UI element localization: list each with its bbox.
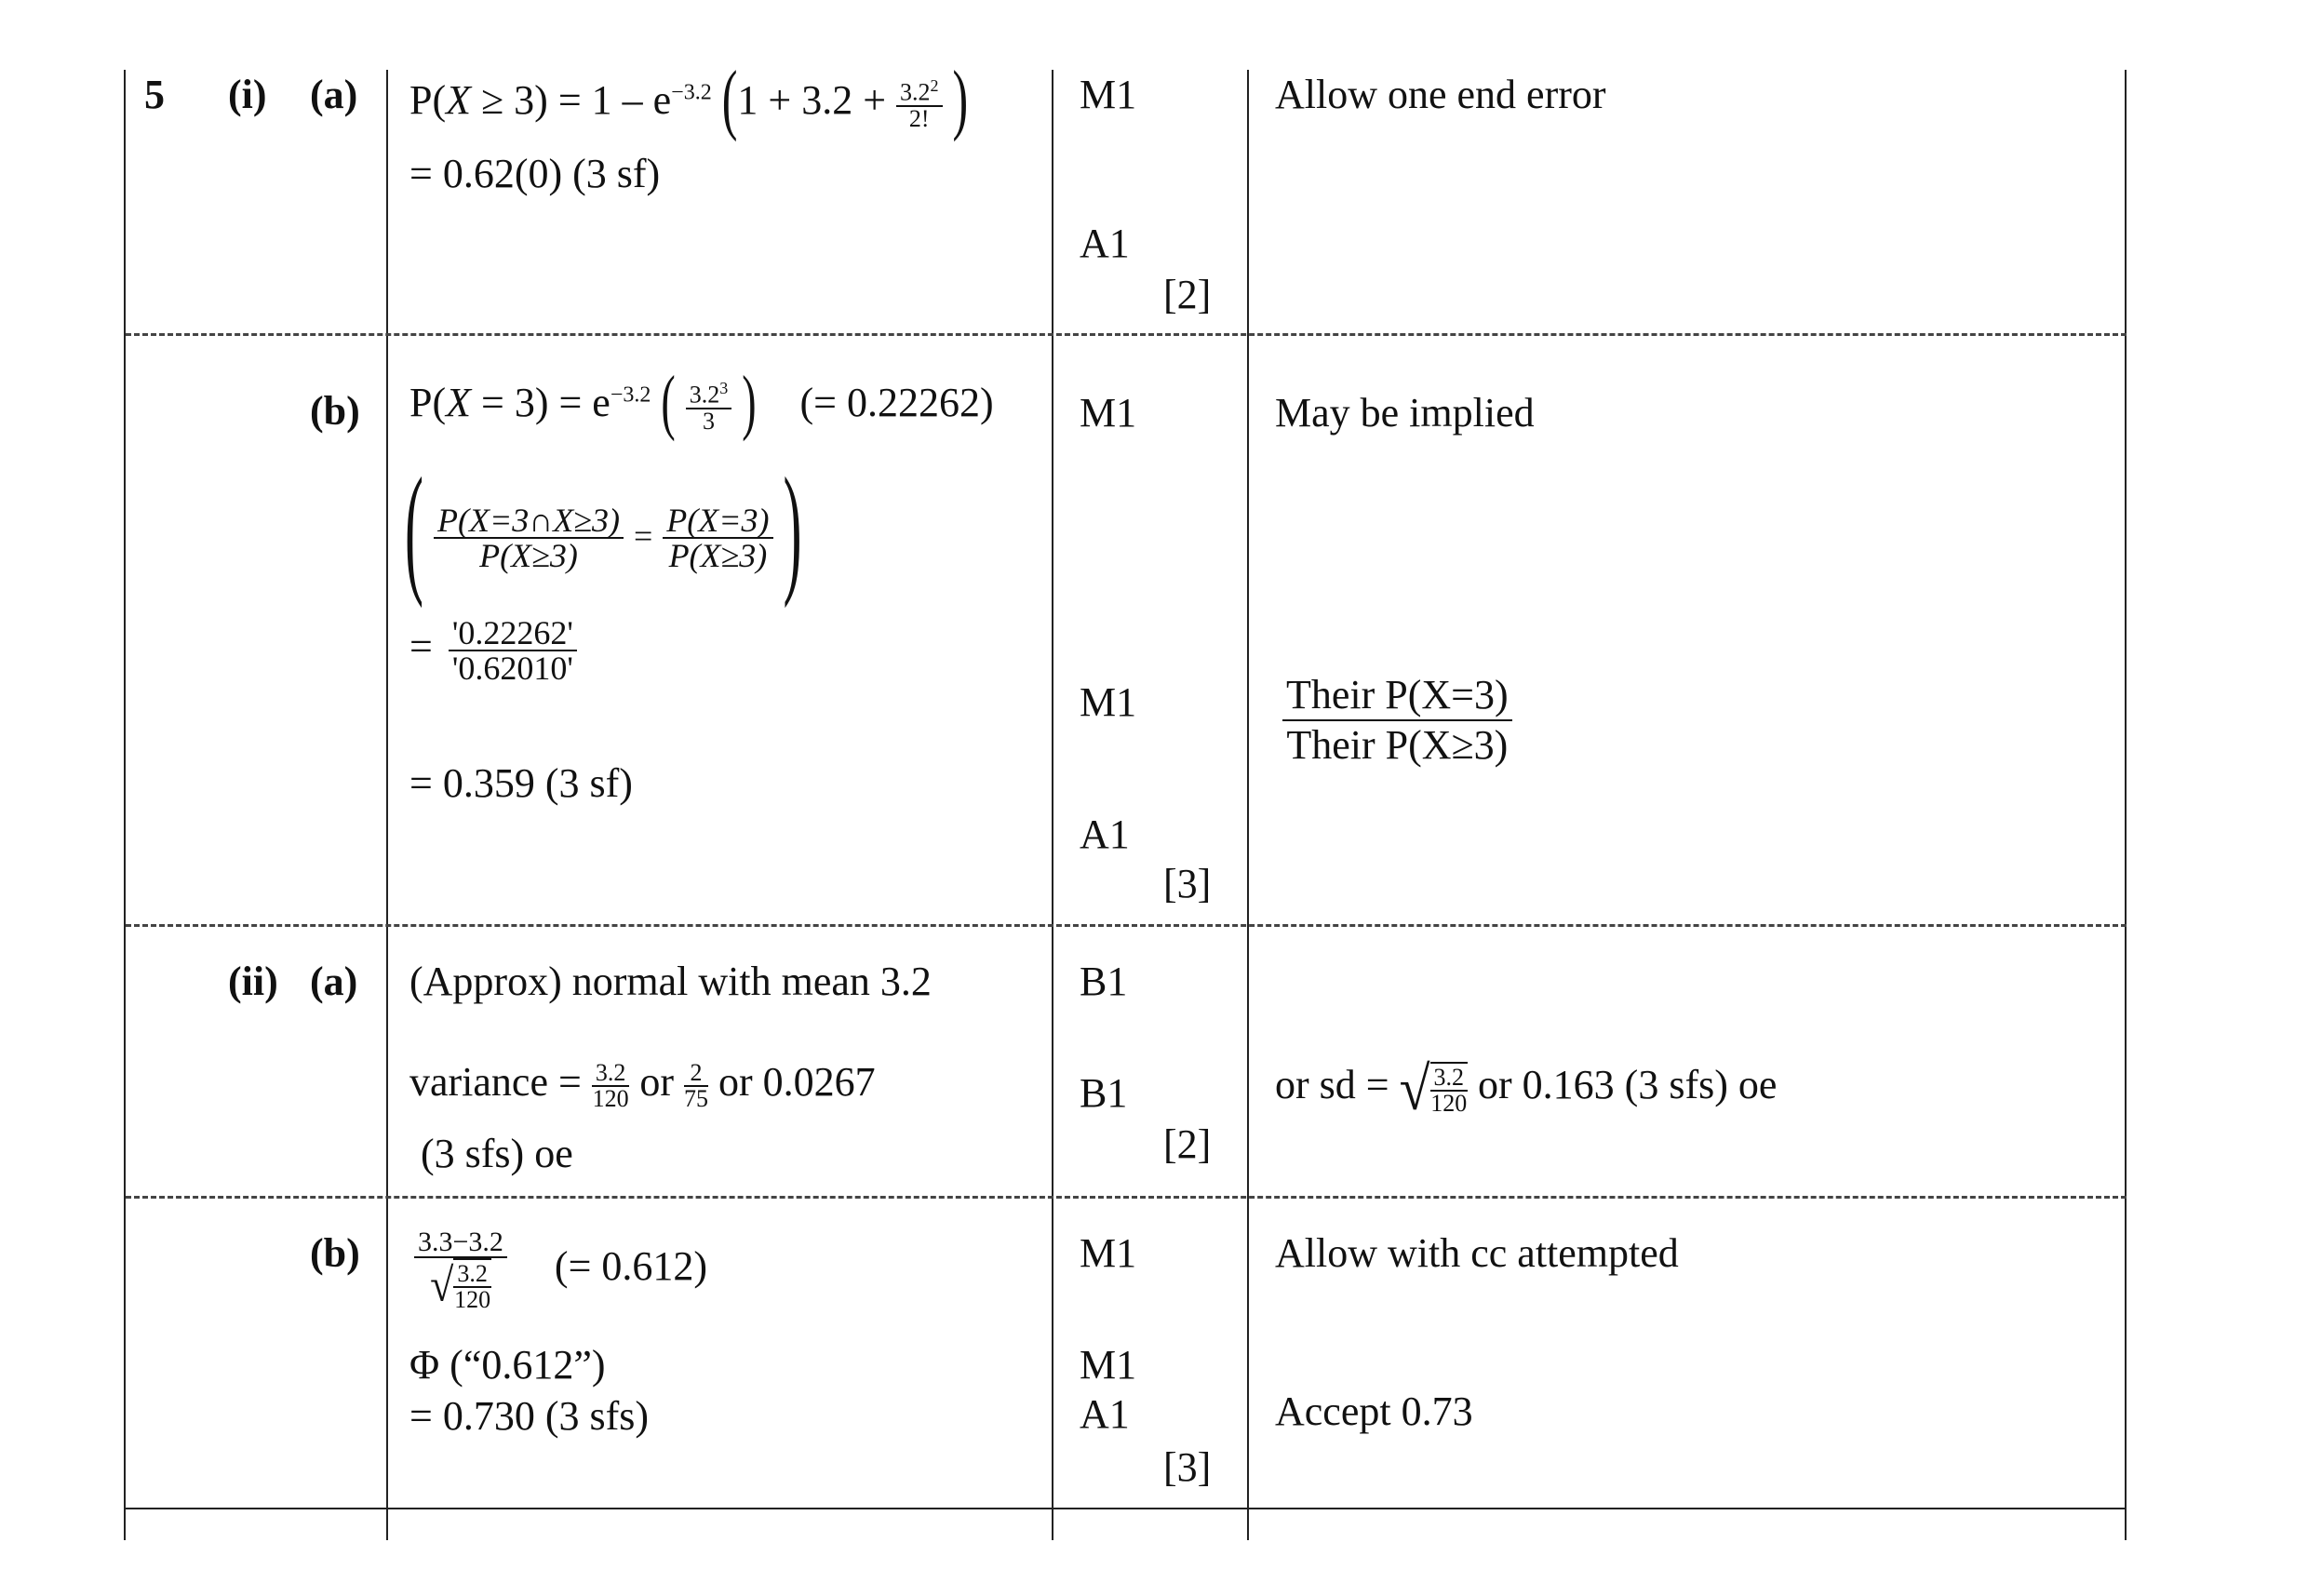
row-divider-1 <box>126 333 2127 336</box>
guidance-fraction: $\frac{\text{Their P(X=3)}}{\text{Their P(X≥3)}}$ <box>1282 675 1512 766</box>
mark-m1: M1 <box>1080 72 1137 117</box>
fraction: $\frac{'0.22262'}{'0.62010'}$ <box>449 616 577 685</box>
fraction: $\frac{2}{75}$ <box>683 1059 708 1112</box>
mark-a1: A1 <box>1080 221 1130 266</box>
row-divider-2 <box>126 924 2127 927</box>
subpart-label-a: (a) <box>310 959 358 1004</box>
table-border-left <box>124 70 126 1540</box>
result-line: = 0.62(0) (3 sf) <box>409 151 661 196</box>
z-score-expression: 3.3−3.2 √ $\frac{3.2}{120}$ (= 0.612) <box>414 1228 707 1312</box>
mark-m1: M1 <box>1080 679 1137 725</box>
fraction: $\frac{P(X=3\cap X\ge 3)}{P(X\ge 3)}$ <box>434 503 624 572</box>
mark-m1: M1 <box>1080 390 1137 436</box>
column-divider-2 <box>1052 70 1053 1540</box>
fraction: $\frac{3.2^3}{3}$ <box>686 380 732 434</box>
column-divider-3 <box>1247 70 1249 1540</box>
mark-b1: B1 <box>1080 1070 1128 1116</box>
probability-expression: $P(X = 3) = e^{-3.2}$ ( $\frac{3.2^3}{3}$ ) (= 0.22262) <box>409 360 994 442</box>
mark-total: [2] <box>1163 1121 1212 1167</box>
variance-note: (3 sfs) oe <box>421 1131 573 1176</box>
square-root: √ $\frac{3.2}{120}$ <box>1399 1054 1468 1123</box>
table-bottom-border <box>126 1508 2127 1509</box>
guidance-text: Allow with cc attempted <box>1275 1230 1679 1276</box>
mark-total: [3] <box>1163 861 1212 906</box>
result-line: = 0.730 (3 sfs) <box>409 1393 650 1439</box>
variance-expression: variance = $\frac{3.2}{120}$ or $\frac{2}{75}$ or 0.0267 <box>409 1059 876 1112</box>
result-line: = 0.359 (3 sf) <box>409 760 633 806</box>
guidance-text: May be implied <box>1275 390 1535 436</box>
subpart-label-b: (b) <box>310 388 360 434</box>
mark-a1: A1 <box>1080 811 1130 857</box>
guidance-expression: or sd = √ $\frac{3.2}{120}$ or 0.163 (3 sfs) oe <box>1275 1054 1778 1123</box>
question-number: 5 <box>144 72 165 117</box>
subpart-label-a: (a) <box>310 72 358 117</box>
mark-b1: B1 <box>1080 959 1128 1004</box>
mark-total: [3] <box>1163 1444 1212 1490</box>
column-divider-1 <box>386 70 388 1540</box>
table-border-right <box>2125 70 2127 1540</box>
fraction: $\frac{3.2^2}{2!}$ <box>896 77 943 131</box>
subpart-label-b: (b) <box>310 1230 360 1276</box>
guidance-text: Accept 0.73 <box>1275 1388 1473 1434</box>
phi-expression: Φ (“0.612”) <box>409 1342 606 1388</box>
fraction: 3.3−3.2 √ $\frac{3.2}{120}$ <box>414 1228 507 1312</box>
fraction: $\frac{P(X=3)}{P(X\ge 3)}$ <box>663 503 772 572</box>
part-label-ii: (ii) <box>228 959 278 1004</box>
ratio-expression: = $\frac{'0.22262'}{'0.62010'}$ <box>409 616 577 685</box>
mark-m1: M1 <box>1080 1342 1137 1388</box>
mark-m1: M1 <box>1080 1230 1137 1276</box>
guidance-text: Allow one end error <box>1275 72 1606 117</box>
mark-total: [2] <box>1163 272 1212 317</box>
conditional-probability: ( $\frac{P(X=3\cap X\ge 3)}{P(X\ge 3)}$ = $\frac{P(X=3)}{P(X\ge 3)}$ ) <box>405 449 802 609</box>
probability-expression: $P(X \ge 3) = 1 - e^{-3.2}$ (1 + 3.2 + $\frac{3.2^2}{2!}$ ) <box>409 53 969 142</box>
part-label-i: (i) <box>228 72 267 117</box>
distribution-text: (Approx) normal with mean 3.2 <box>409 959 932 1004</box>
row-divider-3 <box>126 1196 2127 1199</box>
fraction: $\frac{3.2}{120}$ <box>592 1059 629 1112</box>
mark-a1: A1 <box>1080 1391 1130 1437</box>
